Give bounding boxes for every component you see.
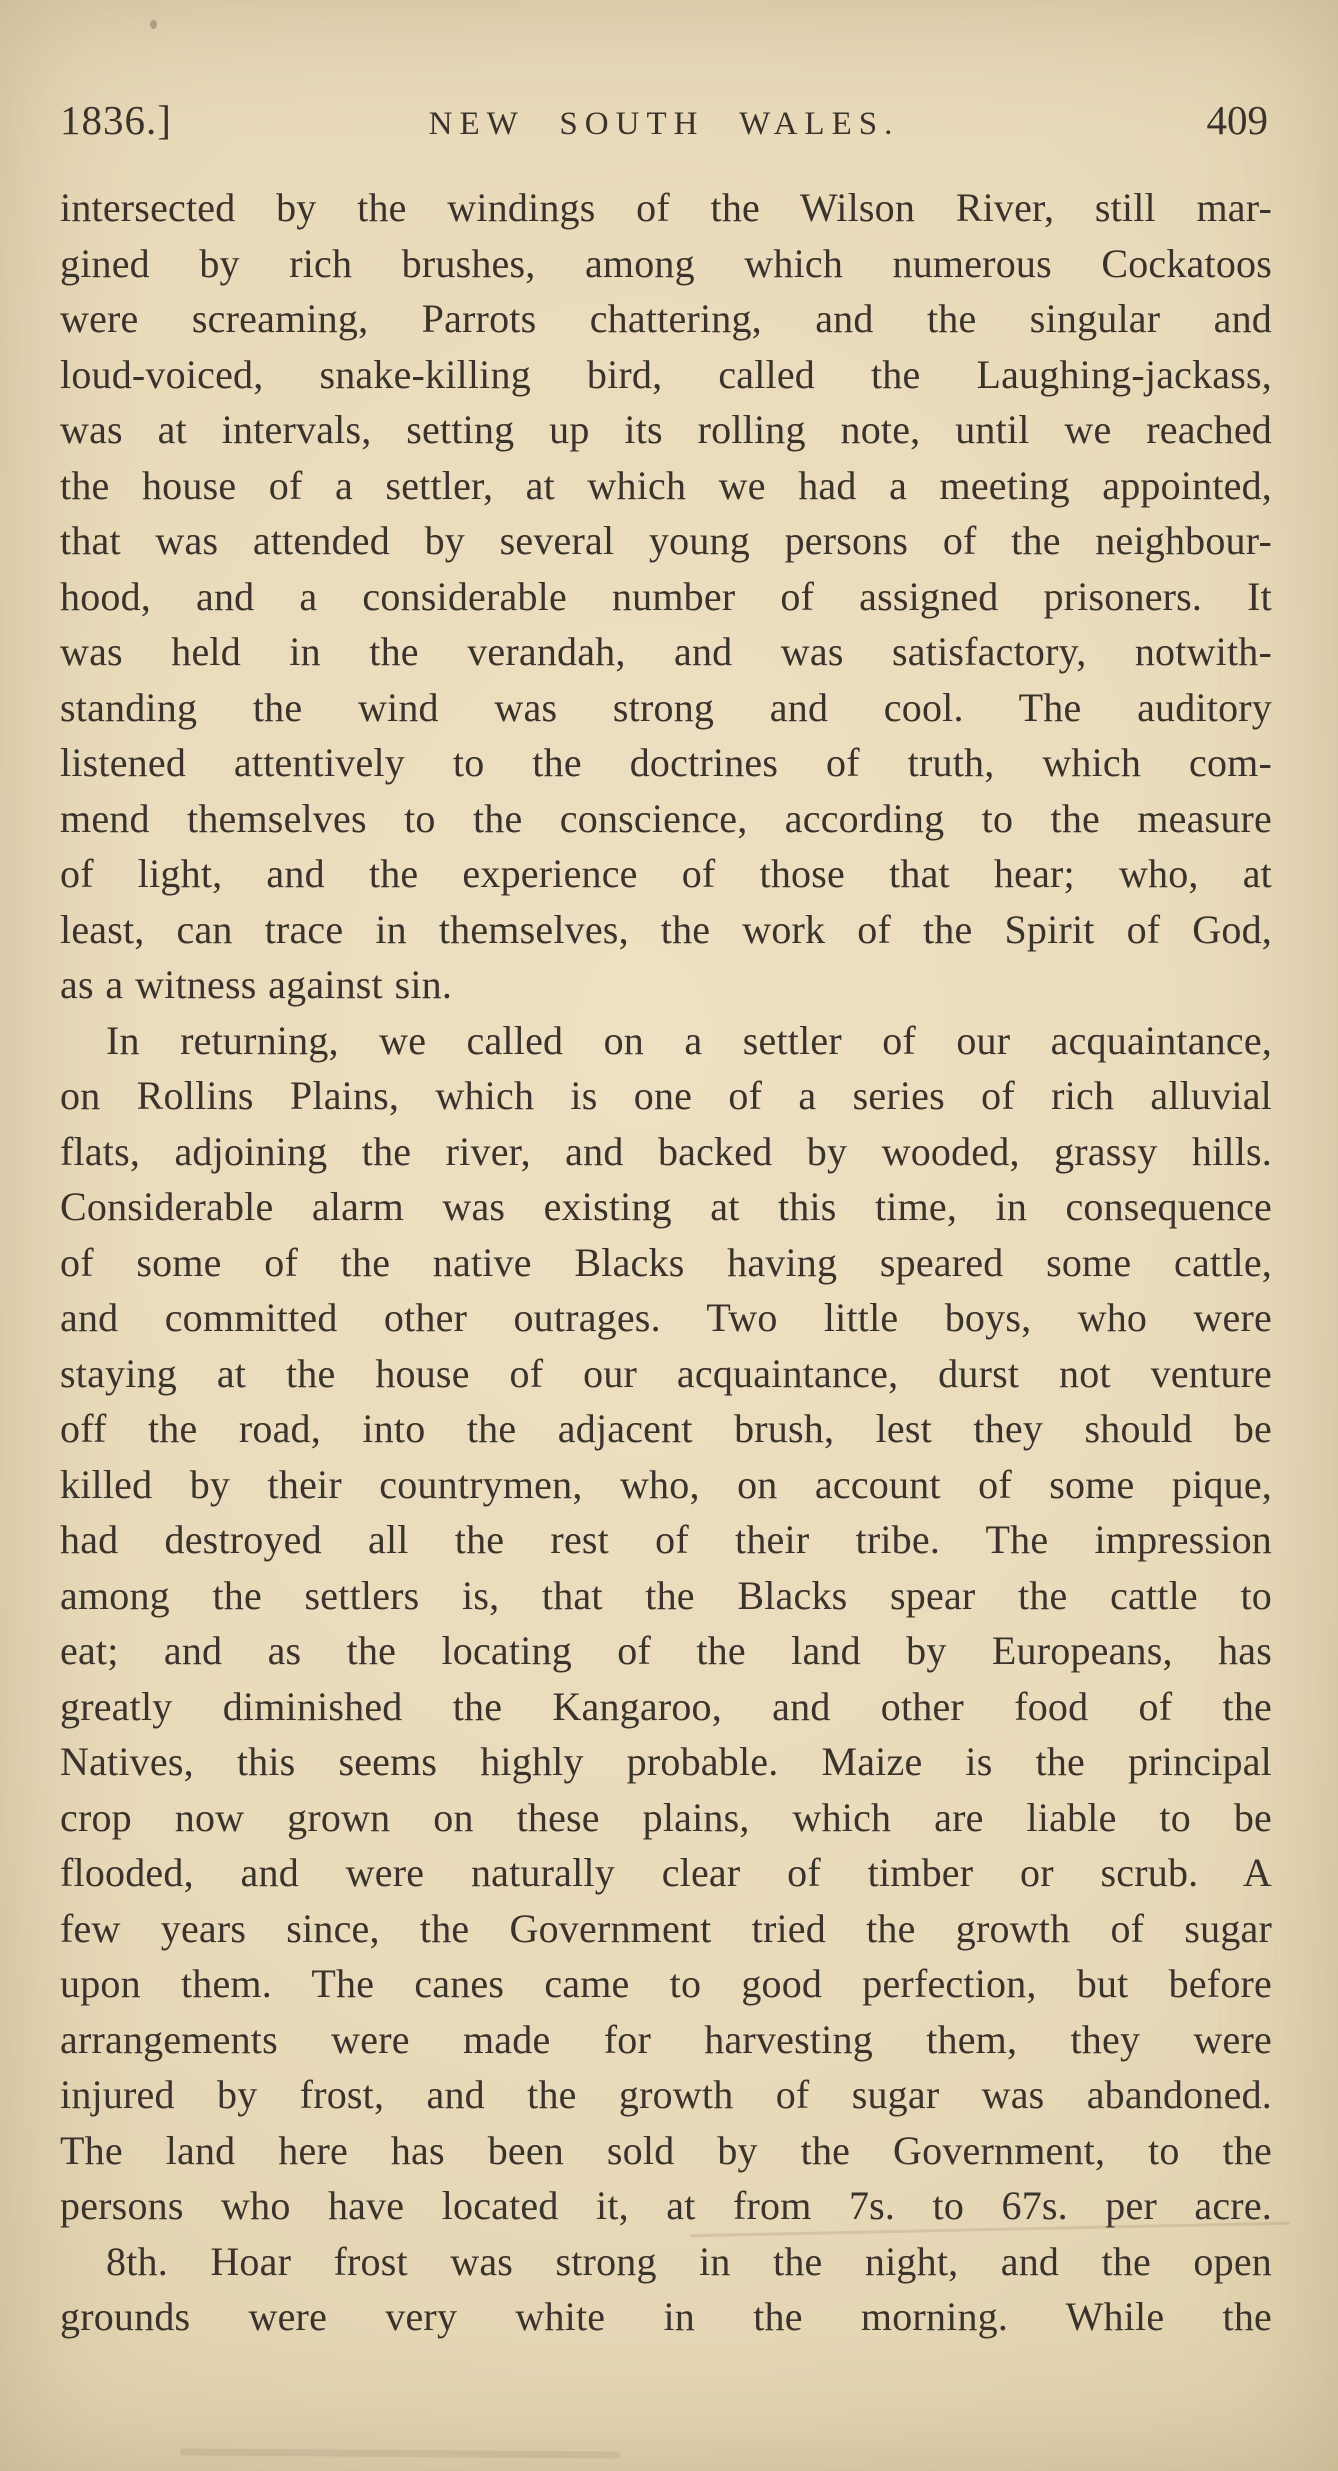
text-line: arrangements were made for harvesting them, they were xyxy=(60,2016,1272,2062)
text-line: were screaming, Parrots chattering, and the singular and xyxy=(60,296,1272,341)
text-line: eat; and as the locating of the land by Europeans, has xyxy=(60,1628,1272,1673)
text-line: intersected by the windings of the Wilson River, still mar- xyxy=(60,185,1272,230)
text-line: mend themselves to the conscience, according to the measure xyxy=(60,795,1272,841)
text-line: flats, adjoining the river, and backed by wooded, grassy hills. xyxy=(60,1128,1272,1174)
text-line: standing the wind was strong and cool. The auditory xyxy=(60,684,1272,730)
text-line: off the road, into the adjacent brush, lest they should be xyxy=(60,1406,1272,1451)
text-line: staying at the house of our acquaintance, durst not venture xyxy=(60,1350,1272,1396)
text-line: greatly diminished the Kangaroo, and other food of the xyxy=(60,1683,1272,1729)
text-line: had destroyed all the rest of their tribe. The impression xyxy=(60,1517,1272,1562)
text-line: as a witness against sin. xyxy=(60,962,453,1007)
text-line: of some of the native Blacks having speared some cattle, xyxy=(60,1239,1272,1285)
text-line: few years since, the Government tried the growth of sugar xyxy=(60,1905,1272,1951)
text-line: grounds were very white in the morning. While the xyxy=(60,2294,1272,2339)
text-line: killed by their countrymen, who, on account of some pique, xyxy=(60,1461,1272,1507)
text-line: that was attended by several young persons of the neighbour- xyxy=(60,518,1272,563)
paragraph xyxy=(60,180,1272,1013)
text-line: upon them. The canes came to good perfection, but before xyxy=(60,1961,1272,2006)
text-line: was held in the verandah, and was satisfactory, notwith- xyxy=(60,629,1272,674)
paper-speck xyxy=(150,20,157,29)
text-line: gined by rich brushes, among which numerous Cockatoos xyxy=(60,240,1272,286)
header-running-title: NEW SOUTH WALES. xyxy=(428,106,900,142)
text-line: was at intervals, setting up its rolling note, until we reached xyxy=(60,407,1272,452)
text-line: hood, and a considerable number of assigned prisoners. It xyxy=(60,573,1272,619)
paragraph xyxy=(60,1013,1272,2234)
text-line: Natives, this seems highly probable. Maize is the principal xyxy=(60,1739,1272,1784)
paper-scratch xyxy=(180,2448,620,2458)
paragraph xyxy=(60,2234,1272,2345)
text-line: The land here has been sold by the Government, to the xyxy=(60,2127,1272,2173)
text-line: least, can trace in themselves, the work of the Spirit of God, xyxy=(60,906,1272,952)
text-line: loud-voiced, snake-killing bird, called the Laughing-jackass, xyxy=(60,351,1272,397)
text-line: crop now grown on these plains, which are liable to be xyxy=(60,1794,1272,1840)
text-line: of light, and the experience of those that hear; who, at xyxy=(60,851,1272,896)
header-year: 1836.] xyxy=(60,97,172,143)
text-line: Considerable alarm was existing at this time, in consequence xyxy=(60,1184,1272,1229)
text-line: flooded, and were naturally clear of timber or scrub. A xyxy=(60,1850,1272,1895)
text-line: persons who have located it, at from 7s. to 67s. per acre. xyxy=(60,2183,1272,2228)
text-line: and committed other outrages. Two little boys, who were xyxy=(60,1295,1272,1340)
text-line: on Rollins Plains, which is one of a series of rich alluvial xyxy=(60,1073,1272,1118)
header-page-number: 409 xyxy=(1206,97,1268,143)
text-line: listened attentively to the doctrines of truth, which com- xyxy=(60,740,1272,785)
text-line: In returning, we called on a settler of our acquaintance, xyxy=(106,1017,1272,1063)
text-line: among the settlers is, that the Blacks spear the cattle to xyxy=(60,1572,1272,1618)
page-body xyxy=(0,144,1338,2345)
page-header xyxy=(0,0,1338,144)
text-line: the house of a settler, at which we had a meeting appointed, xyxy=(60,462,1272,508)
text-line: injured by frost, and the growth of sugar was abandoned. xyxy=(60,2072,1272,2117)
text-line: 8th. Hoar frost was strong in the night, and the open xyxy=(106,2238,1272,2284)
